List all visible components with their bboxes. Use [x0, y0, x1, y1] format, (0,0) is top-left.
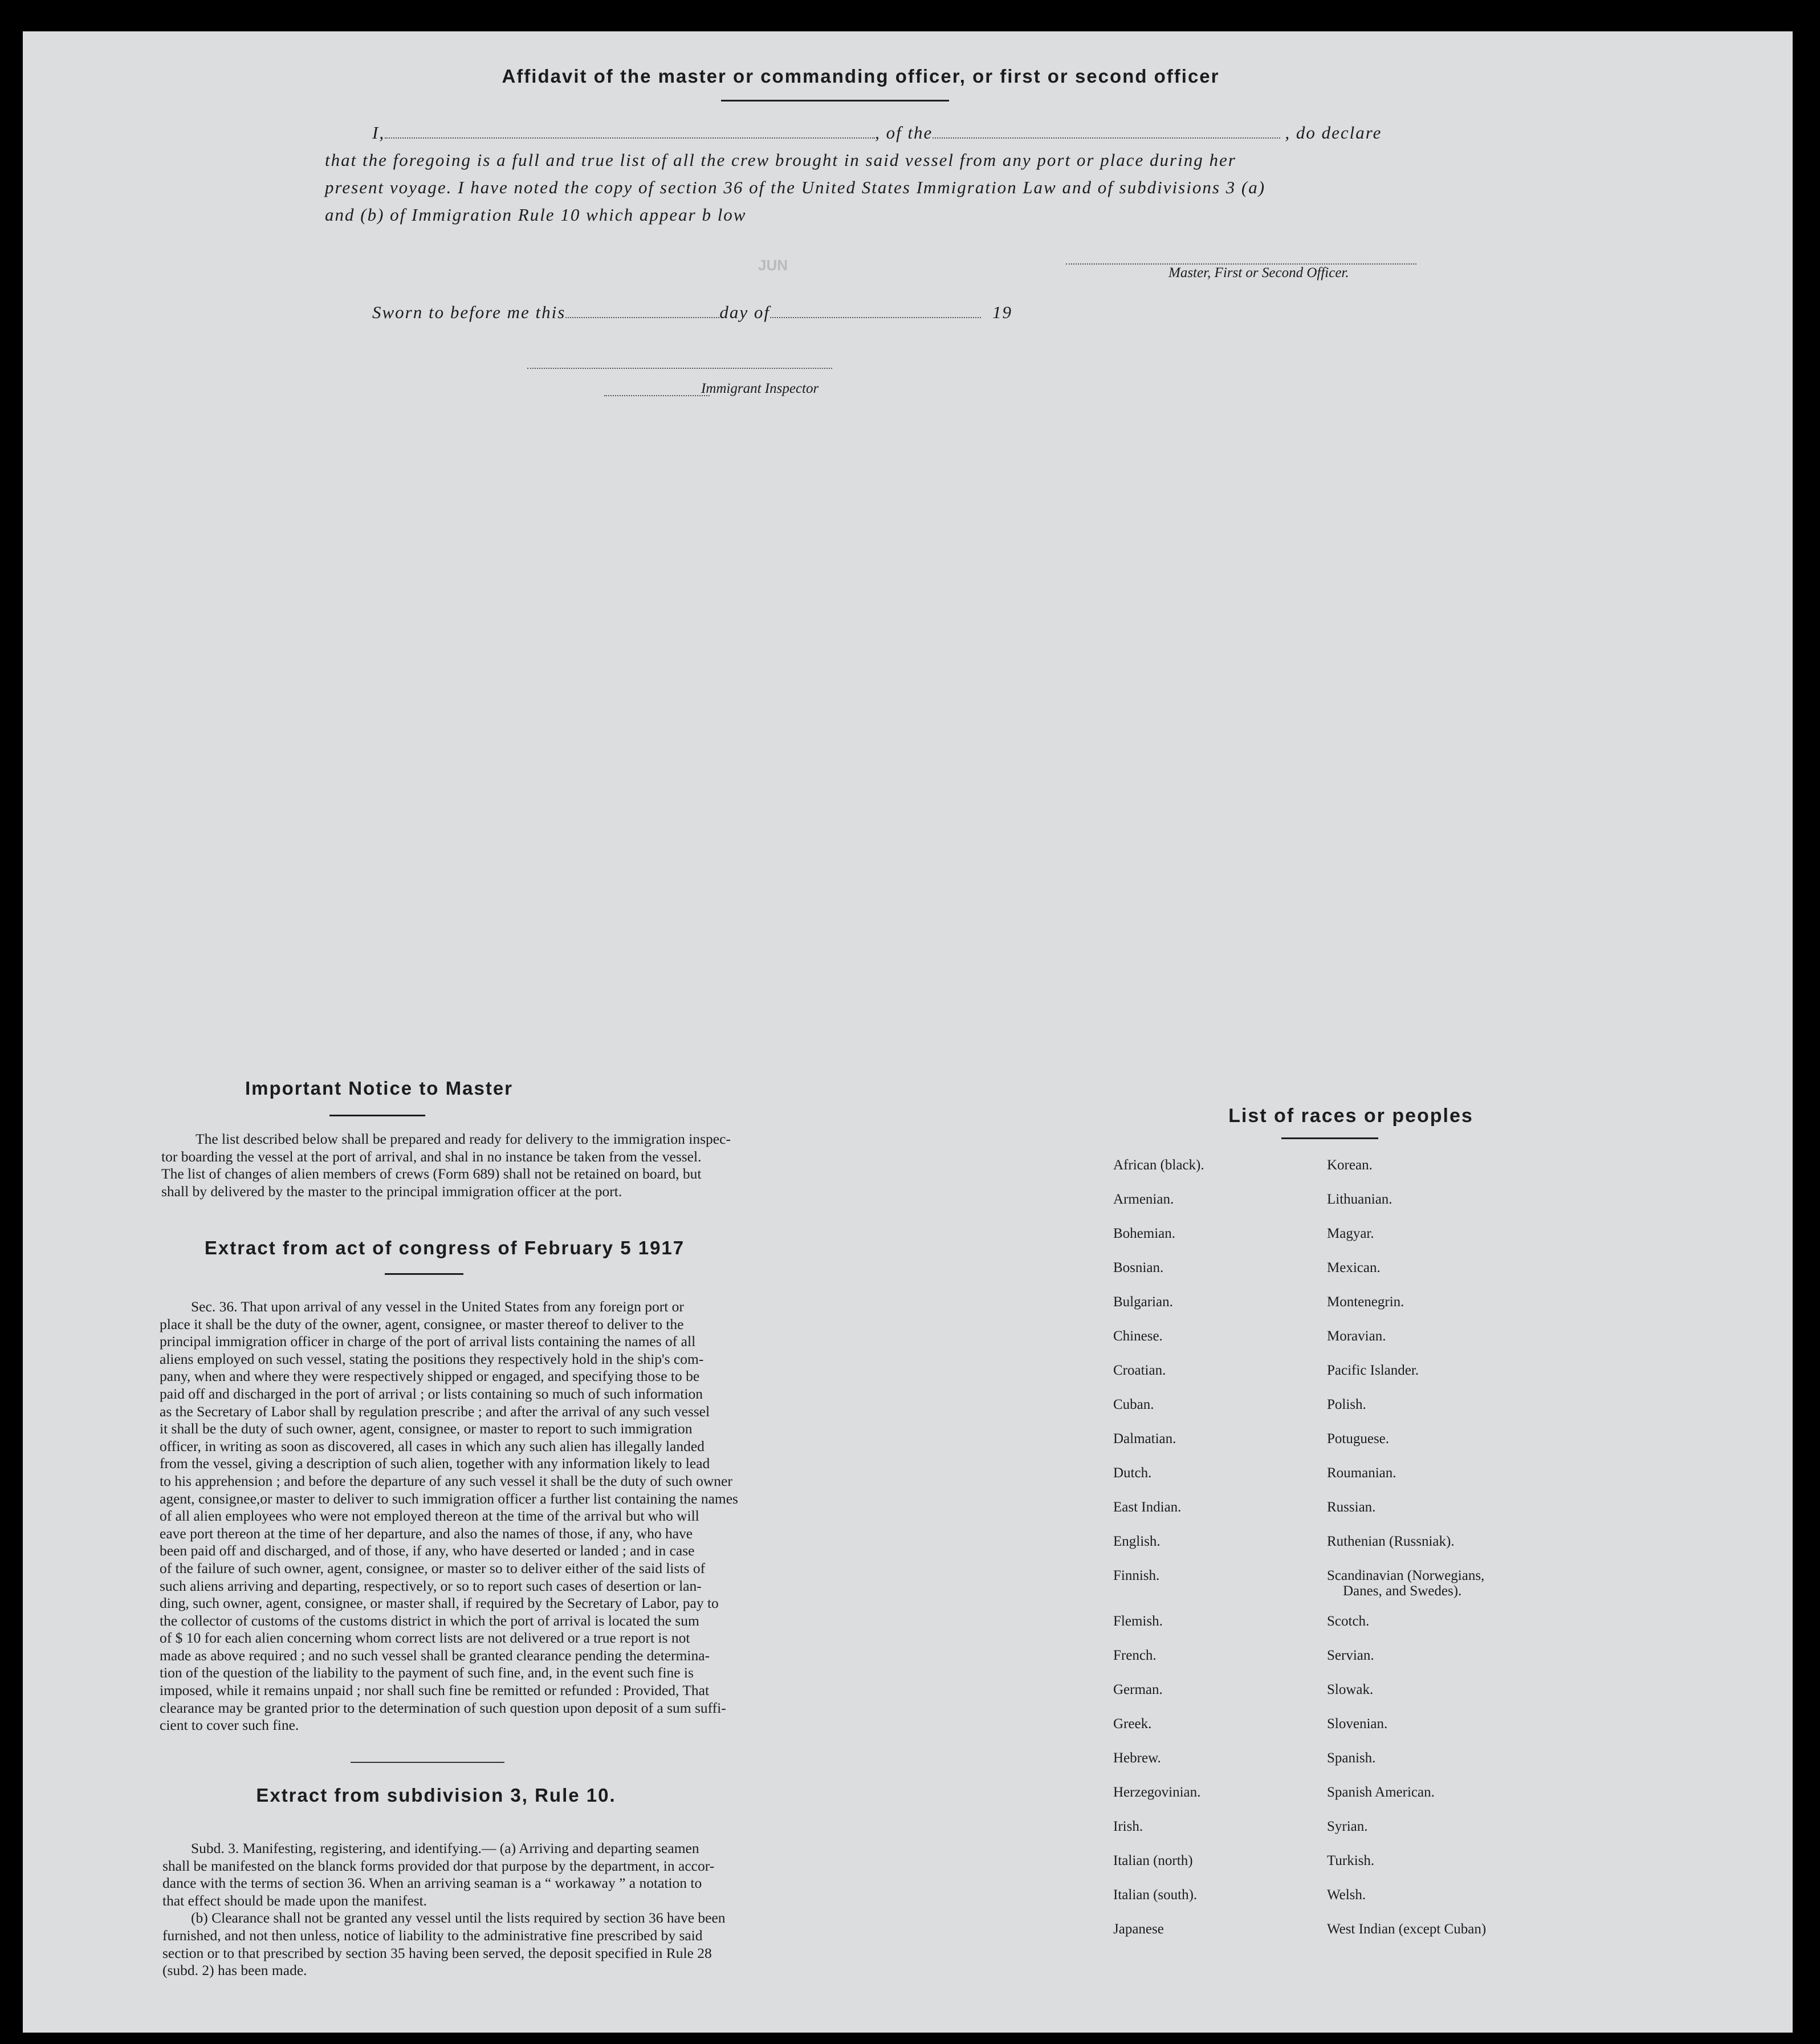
- rule-extract-title: Extract from subdivision 3, Rule 10.: [256, 1785, 616, 1806]
- race-item: Italian (south).: [1113, 1887, 1198, 1903]
- affidavit-title-rule: [721, 100, 949, 101]
- affidavit-line1-end: , do declare: [1285, 123, 1382, 143]
- race-item: English.: [1113, 1534, 1161, 1549]
- sworn-day: day of: [719, 302, 770, 322]
- sworn-month-blank[interactable]: [770, 303, 981, 318]
- document-page: [23, 31, 1793, 2033]
- name-blank[interactable]: [385, 124, 875, 139]
- race-item: Cuban.: [1113, 1397, 1154, 1412]
- affidavit-title: Affidavit of the master or commanding officer, or first or second officer: [502, 66, 1220, 87]
- race-item: Polish.: [1327, 1397, 1366, 1412]
- act-line: clearance may be granted prior to the determination of such question upon deposit of a sum suffi-: [160, 1699, 726, 1716]
- race-item-continuation: Danes, and Swedes).: [1343, 1583, 1462, 1599]
- notice-line: The list described below shall be prepared and ready for delivery to the immigration inspec-: [196, 1131, 731, 1147]
- act-line: made as above required ; and no such vessel shall be granted clearance pending the determina-: [160, 1647, 710, 1664]
- act-line: as the Secretary of Labor shall by regulation prescribe ; and after the arrival of any such vessel: [160, 1403, 710, 1420]
- races-title-rule: [1281, 1137, 1378, 1139]
- race-item: Herzegovinian.: [1113, 1785, 1201, 1800]
- act-extract-title-rule: [385, 1273, 463, 1275]
- affidavit-line1-start: I,: [372, 123, 385, 143]
- race-item: Welsh.: [1327, 1887, 1366, 1903]
- race-item: Dalmatian.: [1113, 1431, 1176, 1446]
- race-item: Croatian.: [1113, 1363, 1166, 1378]
- race-item: Russian.: [1327, 1500, 1376, 1515]
- rule-line: that effect should be made upon the manifest.: [162, 1892, 427, 1909]
- race-item: Bulgarian.: [1113, 1294, 1173, 1310]
- rule-line: (b) Clearance shall not be granted any vessel until the lists required by section 36 have been: [191, 1909, 726, 1927]
- race-item: Japanese: [1113, 1921, 1164, 1937]
- act-line: agent, consignee,or master to deliver to such immigration officer a further list containing the names: [160, 1490, 738, 1507]
- race-item: Hebrew.: [1113, 1750, 1161, 1766]
- race-item: Pacific Islander.: [1327, 1363, 1419, 1378]
- rule-line: furnished, and not then unless, notice of liability to the administrative fine prescribed by said: [162, 1927, 703, 1944]
- rule-line: Subd. 3. Manifesting, registering, and identifying.— (a) Arriving and departing seamen: [191, 1840, 699, 1856]
- affidavit-line-1: [372, 123, 1382, 143]
- affidavit-line-3: present voyage. I have noted the copy of section 36 of the United States Immigration Law and of subdivisions 3 (a): [325, 177, 1266, 197]
- race-item: Potuguese.: [1327, 1431, 1390, 1446]
- notice-line: The list of changes of alien members of crews (Form 689) shall not be retained on board, but: [161, 1165, 702, 1182]
- race-item: Bohemian.: [1113, 1226, 1176, 1241]
- race-item: Greek.: [1113, 1716, 1152, 1732]
- faint-date-stamp: JUN: [758, 257, 788, 274]
- race-item: Mexican.: [1327, 1260, 1381, 1275]
- race-item: French.: [1113, 1648, 1157, 1663]
- rule-line: section or to that prescribed by section 35 having been served, the deposit specified in Rule 28: [162, 1944, 712, 1961]
- act-line: cient to cover such fine.: [160, 1717, 299, 1734]
- race-item: Turkish.: [1327, 1853, 1375, 1868]
- race-item: Dutch.: [1113, 1465, 1152, 1481]
- act-line: paid off and discharged in the port of arrival ; or lists containing so much of such information: [160, 1385, 703, 1402]
- notice-line: tor boarding the vessel at the port of arrival, and shal in no instance be taken from the vessel.: [161, 1148, 702, 1165]
- rule-line: dance with the terms of section 36. When an arriving seaman is a “ workaway ” a notation to: [162, 1875, 702, 1892]
- race-item: Magyar.: [1327, 1226, 1374, 1241]
- race-item: Scotch.: [1327, 1614, 1370, 1629]
- act-line: it shall be the duty of such owner, agent, consignee, or master to report to such immigration: [160, 1420, 693, 1437]
- act-line: imposed, while it remains unpaid ; nor shall such fine be remitted or refunded : Provided, That: [160, 1682, 710, 1699]
- act-line: ding, such owner, agent, consignee, or master shall, if required by the Secretary of Labor, pay to: [160, 1595, 719, 1612]
- act-line: pany, when and where they were respectively shipped or engaged, and specifying those to be: [160, 1368, 700, 1385]
- act-line: Sec. 36. That upon arrival of any vessel in the United States from any foreign port or: [191, 1298, 684, 1315]
- act-line: of all alien employees who were not employed thereon at the time of the arrival but who will: [160, 1507, 699, 1525]
- race-item: Armenian.: [1113, 1192, 1174, 1207]
- race-item: African (black).: [1113, 1157, 1204, 1173]
- act-line: tion of the question of the liability to the payment of such fine, and, in the event such fine is: [160, 1664, 694, 1681]
- act-line: eave port thereon at the time of her departure, and also the names of those, if any, who have: [160, 1525, 693, 1542]
- section-divider: [351, 1762, 504, 1763]
- race-item: Italian (north): [1113, 1853, 1193, 1868]
- act-extract-title: Extract from act of congress of February 5 1917: [204, 1237, 685, 1258]
- race-item: Syrian.: [1327, 1819, 1368, 1834]
- act-line: officer, in writing as soon as discovered, all cases in which any such alien has illegally landed: [160, 1437, 705, 1454]
- act-line: place it shall be the duty of the owner, agent, consignee, or master thereof to deliver to the: [160, 1315, 684, 1332]
- race-item: Slovenian.: [1327, 1716, 1388, 1732]
- affidavit-line1-mid: , of the: [875, 123, 933, 143]
- rule-line: (subd. 2) has been made.: [162, 1962, 307, 1979]
- race-item: Slowak.: [1327, 1682, 1374, 1697]
- notice-line: shall by delivered by the master to the principal immigration officer at the port.: [161, 1182, 622, 1200]
- sworn-year: 19: [992, 302, 1012, 322]
- race-item: Ruthenian (Russniak).: [1327, 1534, 1455, 1549]
- act-line: of $ 10 for each alien concerning whom correct lists are not delivered or a true report is not: [160, 1629, 690, 1647]
- race-item: German.: [1113, 1682, 1163, 1697]
- act-line: aliens employed on such vessel, stating the positions they respectively hold in the ship's com-: [160, 1350, 704, 1367]
- vessel-blank[interactable]: [933, 124, 1280, 139]
- race-item: Spanish American.: [1327, 1785, 1435, 1800]
- race-item: Flemish.: [1113, 1614, 1163, 1629]
- inspector-signature-line-short: [604, 395, 710, 397]
- act-line: from the vessel, giving a description of such alien, together with any information likely to lead: [160, 1455, 710, 1472]
- race-item: Scandinavian (Norwegians,: [1327, 1568, 1485, 1583]
- act-line: to his apprehension ; and before the departure of any such vessel it shall be the duty of such owner: [160, 1472, 732, 1489]
- race-item: Irish.: [1113, 1819, 1143, 1834]
- sworn-line: [372, 302, 1012, 323]
- race-item: Lithuanian.: [1327, 1192, 1393, 1207]
- notice-title: Important Notice to Master: [245, 1078, 514, 1099]
- race-item: Korean.: [1327, 1157, 1373, 1173]
- act-line: of the failure of such owner, agent, consignee, or master so to deliver either of the said lists of: [160, 1559, 706, 1576]
- master-signature-caption: Master, First or Second Officer.: [1168, 265, 1349, 281]
- race-item: Finnish.: [1113, 1568, 1160, 1583]
- race-item: Servian.: [1327, 1648, 1374, 1663]
- notice-text: [161, 1131, 834, 1200]
- notice-title-rule: [329, 1115, 425, 1116]
- act-line: such aliens arriving and departing, respectively, or so to report such cases of desertion or lan-: [160, 1577, 702, 1594]
- races-title: List of races or peoples: [1228, 1105, 1473, 1127]
- act-line: been paid off and discharged, and of those, if any, who have deserted or landed ; and in case: [160, 1542, 695, 1559]
- race-item: Montenegrin.: [1327, 1294, 1404, 1310]
- race-item: West Indian (except Cuban): [1327, 1921, 1487, 1937]
- rule-extract-text: [162, 1840, 832, 1980]
- act-line: principal immigration officer in charge of the port of arrival lists containing the names of all: [160, 1333, 696, 1350]
- race-item: Bosnian.: [1113, 1260, 1164, 1275]
- act-line: the collector of customs of the customs district in which the port of arrival is located the sum: [160, 1612, 699, 1629]
- inspector-signature-line[interactable]: [527, 368, 832, 369]
- act-extract-text: [160, 1298, 832, 1734]
- race-item: Roumanian.: [1327, 1465, 1396, 1481]
- race-item: Chinese.: [1113, 1328, 1163, 1344]
- sworn-date-blank[interactable]: [565, 303, 719, 318]
- race-item: Spanish.: [1327, 1750, 1376, 1766]
- race-item: East Indian.: [1113, 1500, 1182, 1515]
- inspector-caption: Immigrant Inspector: [701, 381, 819, 396]
- race-item: Moravian.: [1327, 1328, 1386, 1344]
- sworn-start: Sworn to before me this: [372, 302, 566, 322]
- affidavit-line-2: that the foregoing is a full and true list of all the crew brought in said vessel from any port or place during her: [325, 150, 1236, 170]
- rule-line: shall be manifested on the blanck forms provided dor that purpose by the department, in accor-: [162, 1857, 715, 1874]
- affidavit-line-4: and (b) of Immigration Rule 10 which appear b low: [325, 205, 747, 225]
